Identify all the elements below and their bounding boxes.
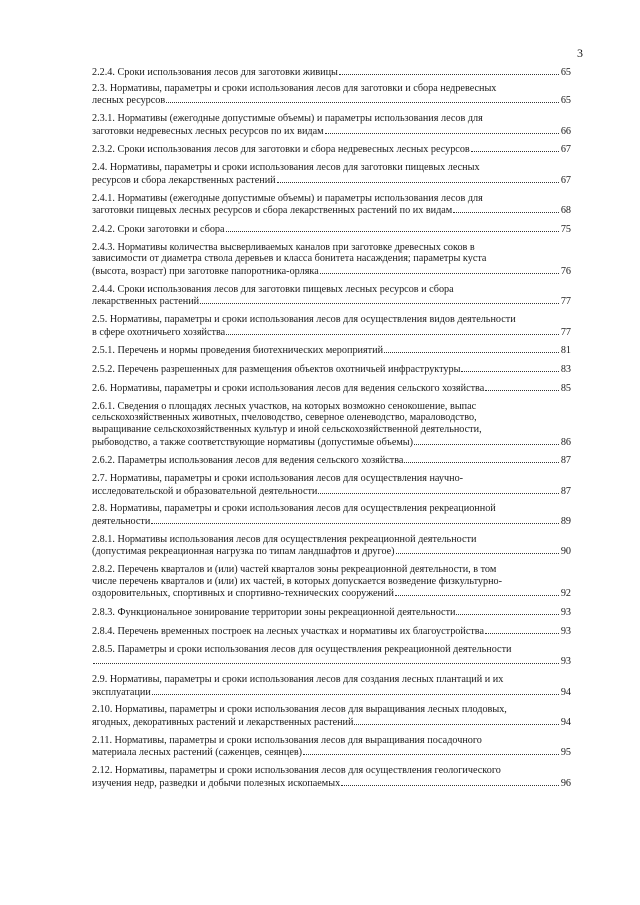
toc-entry[interactable]	[92, 704, 571, 728]
toc-entry-text: 2.11. Нормативы, параметры и сроки использования лесов для выращивания посадочного	[92, 734, 482, 746]
toc-entry[interactable]	[92, 363, 571, 376]
toc-page-number: 68	[560, 205, 571, 217]
dot-leader	[325, 125, 559, 134]
dot-leader	[320, 265, 559, 274]
dot-leader	[277, 174, 559, 183]
toc-page-number: 87	[560, 485, 571, 497]
toc-page-number: 76	[560, 265, 571, 277]
toc-entry[interactable]	[92, 625, 571, 638]
toc-entry[interactable]	[92, 284, 571, 308]
toc-entry[interactable]	[92, 382, 571, 395]
toc-entry-text: 2.3. Нормативы, параметры и сроки использования лесов для заготовки и сбора недревесных	[92, 82, 497, 94]
toc-entry-text: зависимости от диаметра ствола деревьев и класса бонитета насаждения; параметры куста	[92, 253, 487, 265]
dot-leader	[414, 436, 559, 445]
toc-page-number: 66	[560, 125, 571, 137]
dot-leader	[384, 344, 559, 353]
dot-leader	[485, 625, 559, 634]
toc-entry-text: 2.5.1. Перечень и нормы проведения биотехнических мероприятий	[92, 345, 384, 357]
dot-leader	[166, 94, 559, 103]
toc-entry-text: лесных ресурсов	[92, 95, 166, 107]
toc-entry-text: 2.5. Нормативы, параметры и сроки использования лесов для осуществления видов деятельности	[92, 314, 516, 325]
toc-page-number: 81	[560, 345, 571, 357]
toc-page-number: 96	[560, 777, 571, 789]
toc-entry[interactable]	[92, 83, 571, 107]
toc-entry[interactable]	[92, 193, 571, 217]
toc-page-number: 67	[560, 144, 571, 156]
dot-leader	[303, 746, 559, 755]
toc-entry[interactable]	[92, 314, 571, 338]
dot-leader	[200, 295, 559, 304]
toc-page-number: 67	[560, 174, 571, 186]
toc-page-number: 93	[560, 625, 571, 637]
dot-leader	[453, 204, 559, 213]
toc-page-number: 93	[560, 656, 571, 668]
toc-page-number: 65	[560, 67, 571, 78]
toc-entry-text: 2.4.1. Нормативы (ежегодные допустимые объемы) и параметры использования лесов для	[92, 192, 483, 204]
toc-entry-text: 2.4.3. Нормативы количества высверливаемых каналов при заготовке древесных соков в	[92, 241, 475, 253]
toc-page-number: 94	[560, 686, 571, 698]
table-of-contents	[92, 66, 571, 796]
toc-entry[interactable]	[92, 162, 571, 186]
dot-leader	[461, 363, 558, 372]
toc-page-number: 85	[560, 382, 571, 394]
toc-entry-text: 2.7. Нормативы, параметры и сроки использования лесов для осуществления научно-	[92, 473, 464, 485]
toc-entry-text: 2.4. Нормативы, параметры и сроки использования лесов для заготовки пищевых лесных	[92, 162, 480, 174]
toc-entry[interactable]	[92, 401, 571, 448]
toc-entry-text: 2.8.3. Функциональное зонирование территории зоны рекреационной деятельности	[92, 607, 456, 619]
dot-leader	[341, 777, 559, 786]
toc-entry-text: выращивание сельскохозяйственных культур и иной сельскохозяйственной деятельности,	[92, 423, 482, 435]
toc-page-number: 94	[560, 717, 571, 729]
toc-entry[interactable]	[92, 503, 571, 527]
toc-entry[interactable]	[92, 564, 571, 600]
toc-entry-text: 2.4.4. Сроки использования лесов для заготовки пищевых лесных ресурсов и сбора	[92, 283, 454, 295]
toc-entry-text: 2.8.2. Перечень кварталов и (или) частей кварталов зоны рекреационной деятельности, в том	[92, 564, 497, 576]
toc-entry-text: оздоровительных, спортивных и спортивно-технических сооружений	[92, 588, 394, 600]
toc-entry[interactable]	[92, 674, 571, 698]
toc-page-number: 77	[560, 326, 571, 338]
toc-entry-text: 2.9. Нормативы, параметры и сроки использования лесов для создания лесных плантаций и их	[92, 674, 504, 686]
toc-entry-text: деятельности	[92, 516, 151, 528]
toc-page-number: 77	[560, 296, 571, 308]
toc-entry-text: 2.2.4. Сроки использования лесов для заготовки живицы	[92, 67, 338, 78]
toc-entry-text: ягодных, декоративных растений и лекарственных растений	[92, 717, 354, 729]
dot-leader	[318, 485, 558, 494]
toc-entry-text: 2.6. Нормативы, параметры и сроки использования лесов для ведения сельского хозяйства	[92, 382, 485, 394]
toc-page-number: 95	[560, 747, 571, 759]
dot-leader	[471, 143, 559, 152]
toc-page-number: 65	[560, 95, 571, 107]
toc-entry[interactable]	[92, 242, 571, 278]
toc-entry-text: 2.3.1. Нормативы (ежегодные допустимые объемы) и параметры использования лесов для	[92, 112, 483, 124]
dot-leader	[354, 716, 558, 725]
toc-entry-text: (высота, возраст) при заготовке папоротника-орляка	[92, 265, 319, 277]
toc-entry[interactable]	[92, 735, 571, 759]
toc-entry[interactable]	[92, 66, 571, 79]
toc-entry-text: ресурсов и сбора лекарственных растений	[92, 174, 276, 186]
toc-entry-text: 2.6.2. Параметры использования лесов для ведения сельского хозяйства	[92, 455, 404, 467]
toc-entry-text: в сфере охотничьего хозяйства	[92, 326, 226, 338]
toc-entry-text: 2.6.1. Сведения о площадях лесных участков, на которых возможно сенокошение, выпас	[92, 400, 477, 412]
toc-page-number: 86	[560, 436, 571, 448]
dot-leader	[151, 515, 558, 524]
toc-entry[interactable]	[92, 113, 571, 137]
toc-entry-text: заготовки пищевых лесных ресурсов и сбора лекарственных растений по их видам	[92, 205, 453, 217]
toc-page-number: 93	[560, 607, 571, 619]
toc-page-number: 75	[560, 223, 571, 235]
toc-entry-text: 2.3.2. Сроки использования лесов для заготовки и сбора недревесных лесных ресурсов	[92, 144, 470, 156]
toc-entry-text: эксплуатации	[92, 686, 151, 698]
toc-entry[interactable]	[92, 143, 571, 156]
toc-entry-text: 2.5.2. Перечень разрешенных для размещения объектов охотничьей инфраструктуры	[92, 364, 461, 376]
toc-page-number: 89	[560, 516, 571, 528]
toc-page-number: 83	[560, 364, 571, 376]
toc-entry-text: материала лесных растений (саженцев, сеянцев)	[92, 747, 303, 759]
dot-leader	[396, 545, 559, 554]
dot-leader	[226, 326, 559, 335]
toc-entry-text: 2.12. Нормативы, параметры и сроки использования лесов для осуществления геологического	[92, 765, 501, 777]
dot-leader	[395, 587, 559, 596]
toc-entry-text: 2.8.5. Параметры и сроки использования лесов для осуществления рекреационной деятельности	[92, 643, 512, 655]
dot-leader	[339, 66, 559, 75]
toc-entry[interactable]	[92, 765, 571, 789]
toc-entry[interactable]	[92, 606, 571, 619]
toc-entry-text: 2.8. Нормативы, параметры и сроки использования лесов для осуществления рекреационной	[92, 503, 496, 515]
toc-page-number: 92	[560, 588, 571, 600]
toc-page-number: 87	[560, 455, 571, 467]
dot-leader	[456, 606, 558, 615]
toc-entry[interactable]	[92, 344, 571, 357]
toc-entry-text: рыбоводство, а также соответствующие нормативы (допустимые объемы)	[92, 436, 414, 448]
toc-page-number: 90	[560, 546, 571, 558]
toc-entry-text: сельскохозяйственных животных, пчеловодство, северное оленеводство, мараловодство,	[92, 412, 477, 424]
toc-entry[interactable]	[92, 534, 571, 558]
toc-entry-text: 2.8.4. Перечень временных построек на лесных участках и нормативы их благоустройства	[92, 625, 485, 637]
dot-leader	[152, 686, 559, 695]
toc-entry-text: числе перечень кварталов и (или) их частей, в которых допускается возведение физкультурно-	[92, 575, 503, 587]
dot-leader	[226, 223, 559, 232]
toc-entry-text: исследовательской и образовательной деятельности	[92, 485, 318, 497]
toc-entry-text: (допустимая рекреационная нагрузка по типам ландшафтов и другое)	[92, 546, 395, 558]
toc-entry-text: заготовки недревесных лесных ресурсов по их видам	[92, 125, 324, 137]
toc-entry-text: изучения недр, разведки и добычи полезных ископаемых	[92, 777, 341, 789]
toc-entry[interactable]	[92, 454, 571, 467]
dot-leader	[485, 382, 559, 391]
page-number: 3	[577, 46, 583, 60]
dot-leader	[404, 454, 558, 463]
toc-entry[interactable]	[92, 223, 571, 236]
toc-entry-text: 2.8.1. Нормативы использования лесов для осуществления рекреационной деятельности	[92, 533, 477, 545]
toc-entry-text: лекарственных растений	[92, 296, 200, 308]
dot-leader	[93, 655, 559, 664]
toc-entry[interactable]	[92, 644, 571, 668]
toc-entry[interactable]	[92, 473, 571, 497]
toc-entry-text: 2.4.2. Сроки заготовки и сбора	[92, 223, 225, 235]
toc-entry-text: 2.10. Нормативы, параметры и сроки использования лесов для выращивания лесных плодовых,	[92, 704, 507, 716]
